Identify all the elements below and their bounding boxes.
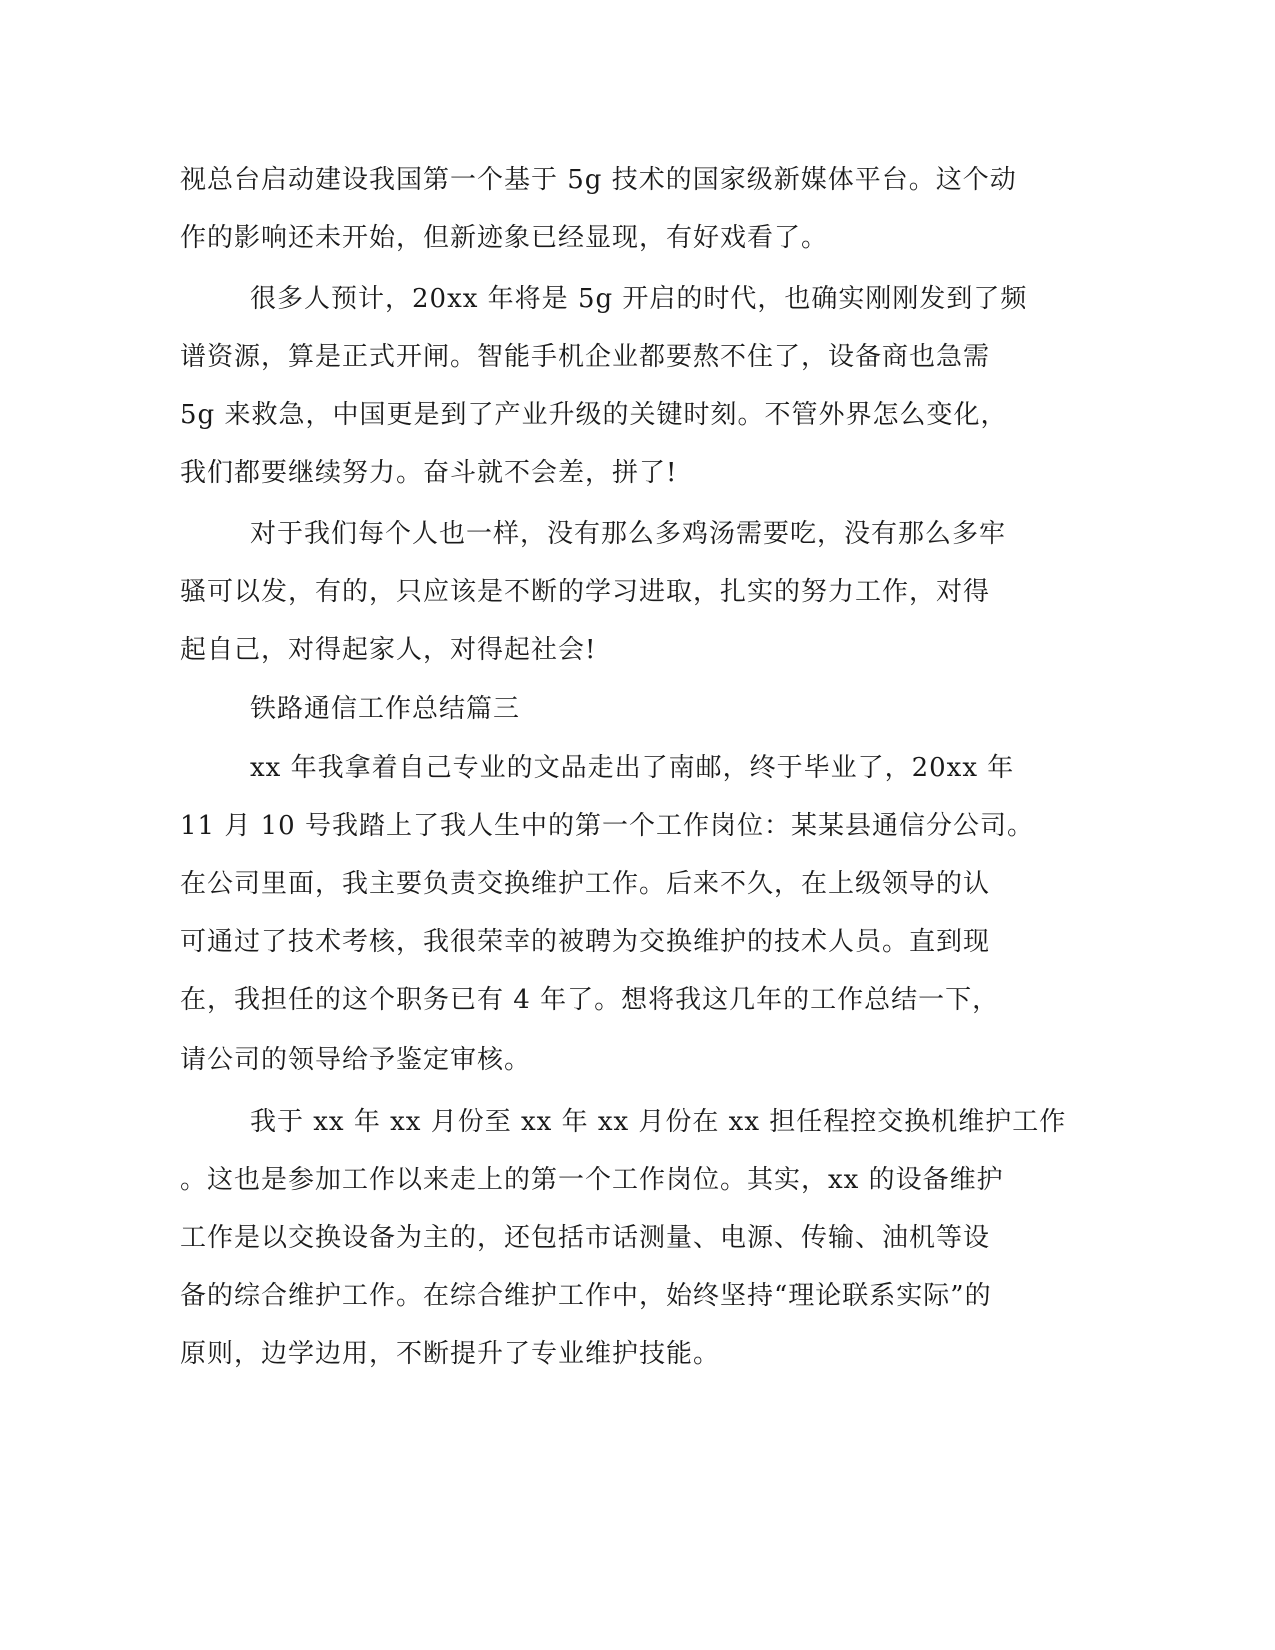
text-line: 11 月 10 号我踏上了我人生中的第一个工作岗位：某某县通信分公司。 <box>180 811 1034 841</box>
text-line: 谱资源，算是正式开闸。智能手机企业都要熬不住了，设备商也急需 <box>180 342 991 372</box>
text-line: 作的影响还未开始，但新迹象已经显现，有好戏看了。 <box>180 223 829 253</box>
text-line: 请公司的领导给予鉴定审核。 <box>180 1045 532 1075</box>
text-line: 5g 来救急，中国更是到了产业升级的关键时刻。不管外界怎么变化， <box>180 400 1008 430</box>
text-line: 对于我们每个人也一样，没有那么多鸡汤需要吃，没有那么多牢 <box>250 519 1007 549</box>
text-line: 很多人预计，20xx 年将是 5g 开启的时代，也确实刚刚发到了频 <box>250 284 1028 314</box>
section-heading: 铁路通信工作总结篇三 <box>250 694 521 724</box>
text-line: 起自己，对得起家人，对得起社会! <box>180 635 597 665</box>
text-line: 我们都要继续努力。奋斗就不会差，拼了! <box>180 458 678 488</box>
text-line: 。这也是参加工作以来走上的第一个工作岗位。其实，xx 的设备维护 <box>180 1165 1004 1195</box>
text-line: 在，我担任的这个职务已有 4 年了。想将我这几年的工作总结一下， <box>180 985 1000 1015</box>
text-line: 备的综合维护工作。在综合维护工作中，始终坚持“理论联系实际”的 <box>180 1281 992 1311</box>
text-line: 原则，边学边用，不断提升了专业维护技能。 <box>180 1339 721 1369</box>
text-line: 骚可以发，有的，只应该是不断的学习进取，扎实的努力工作，对得 <box>180 577 991 607</box>
text-line: 在公司里面，我主要负责交换维护工作。后来不久，在上级领导的认 <box>180 869 991 899</box>
text-line: 视总台启动建设我国第一个基于 5g 技术的国家级新媒体平台。这个动 <box>180 165 1017 195</box>
text-line: 可通过了技术考核，我很荣幸的被聘为交换维护的技术人员。直到现 <box>180 927 991 957</box>
text-line: 我于 xx 年 xx 月份至 xx 年 xx 月份在 xx 担任程控交换机维护工作 <box>250 1107 1067 1137</box>
text-line: xx 年我拿着自己专业的文品走出了南邮，终于毕业了，20xx 年 <box>250 753 1015 783</box>
text-line: 工作是以交换设备为主的，还包括市话测量、电源、传输、油机等设 <box>180 1223 991 1253</box>
